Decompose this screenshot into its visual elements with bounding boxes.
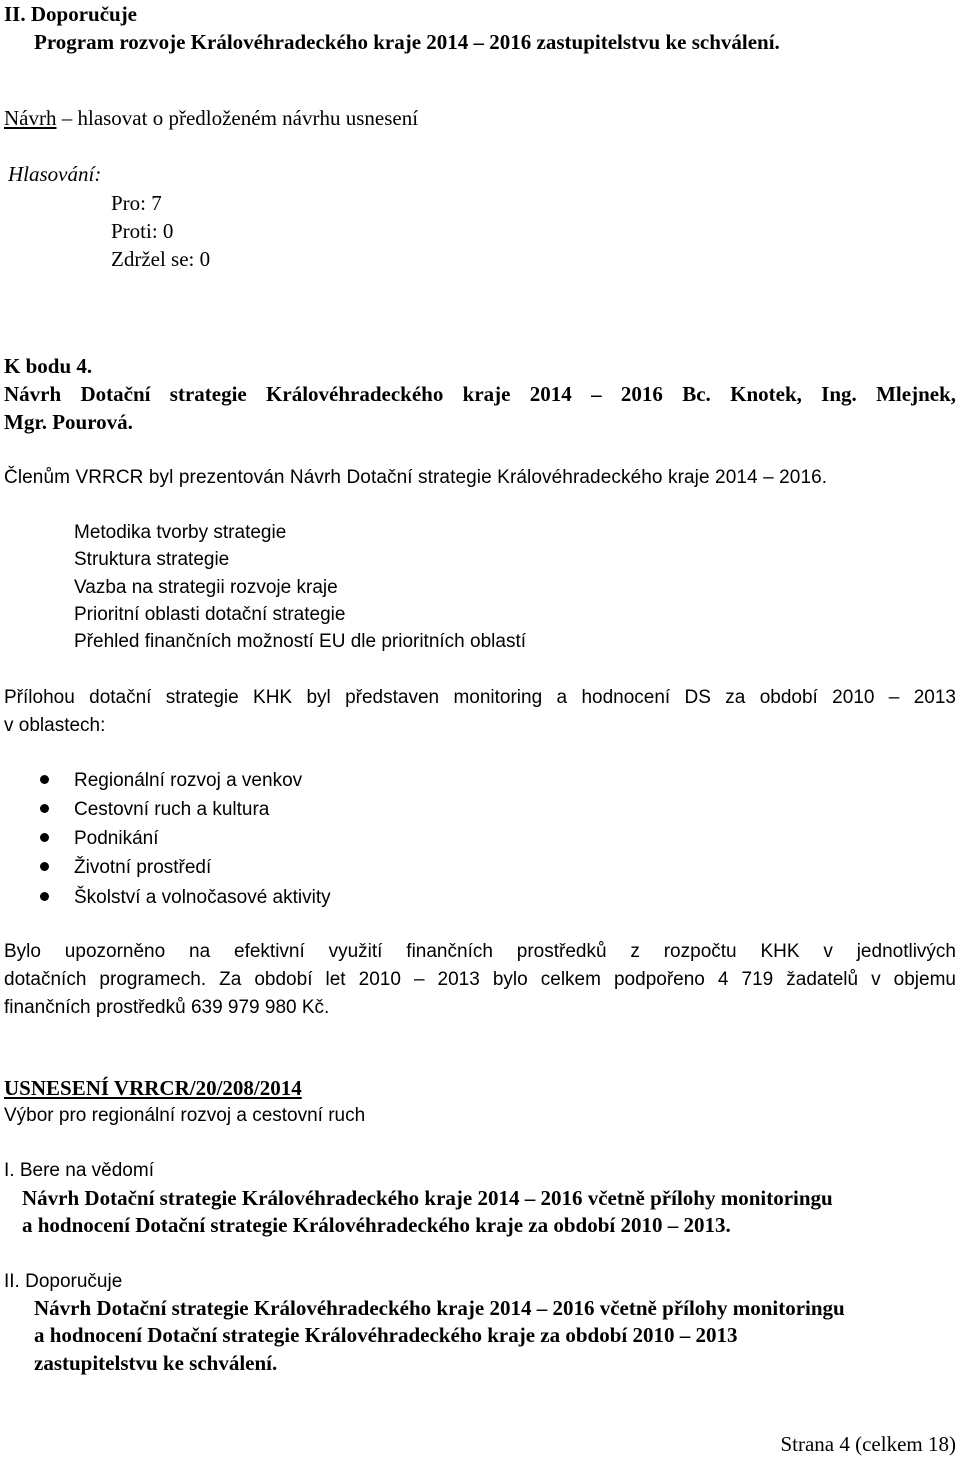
annex-line1: Přílohou dotační strategie KHK byl představen monitoring a hodnocení DS za období 2010 – 2013 xyxy=(4,687,956,708)
section-heading: II. Doporučuje xyxy=(4,2,138,26)
resolution-part2-line3: zastupitelstvu ke schválení. xyxy=(34,1351,278,1375)
bullet-icon xyxy=(40,892,49,901)
resolution-part2-line2: a hodnocení Dotační strategie Královéhradeckého kraje za období 2010 – 2013 xyxy=(34,1323,738,1347)
vote-zdrzel: Zdržel se: 0 xyxy=(111,247,211,271)
annex-line2: v oblastech: xyxy=(4,715,106,736)
item-title-line2: Mgr. Pourová. xyxy=(4,410,133,434)
resolution-part1-line2: a hodnocení Dotační strategie Královéhradeckého kraje za období 2010 – 2013. xyxy=(22,1213,731,1237)
bullet-icon xyxy=(40,775,49,784)
proposal-line xyxy=(4,104,418,133)
page-number: Strana 4 (celkem 18) xyxy=(780,1432,956,1456)
resolution-id: USNESENÍ VRRCR/20/208/2014 xyxy=(4,1076,302,1100)
vote-proti: Proti: 0 xyxy=(111,219,174,243)
list-item: Vazba na strategii rozvoje kraje xyxy=(74,577,338,598)
item-title-line1: Návrh Dotační strategie Královéhradeckého kraje 2014 – 2016 Bc. Knotek, Ing. Mlejnek, xyxy=(4,382,956,406)
note-line2: dotačních programech. Za období let 2010 – 2013 bylo celkem podpořeno 4 719 žadatelů v objemu xyxy=(4,969,956,990)
list-item: Přehled finančních možností EU dle prioritních oblastí xyxy=(74,631,527,652)
list-item: Metodika tvorby strategie xyxy=(74,522,287,543)
section-text: Program rozvoje Královéhradeckého kraje 2014 – 2016 zastupitelstvu ke schválení. xyxy=(34,30,780,54)
proposal-text: – hlasovat o předloženém návrhu usnesení xyxy=(56,106,419,130)
bullet-icon xyxy=(40,833,49,842)
list-item: Struktura strategie xyxy=(74,549,230,570)
item-intro: Členům VRRCR byl prezentován Návrh Dotační strategie Královéhradeckého kraje 2014 – 2016. xyxy=(4,467,828,488)
resolution-part2-line1: Návrh Dotační strategie Královéhradeckého kraje 2014 – 2016 včetně přílohy monitoringu xyxy=(34,1296,845,1320)
note-line1: Bylo upozorněno na efektivní využití finančních prostředků z rozpočtu KHK v jednotlivých xyxy=(4,941,956,962)
list-item: Podnikání xyxy=(74,828,159,849)
list-item: Prioritní oblasti dotační strategie xyxy=(74,604,346,625)
bullet-icon xyxy=(40,804,49,813)
resolution-committee: Výbor pro regionální rozvoj a cestovní ruch xyxy=(4,1105,366,1126)
list-item: Životní prostředí xyxy=(74,857,212,878)
vote-pro: Pro: 7 xyxy=(111,191,162,215)
list-item: Regionální rozvoj a venkov xyxy=(74,770,303,791)
note-line3: finančních prostředků 639 979 980 Kč. xyxy=(4,997,330,1018)
proposal-label: Návrh xyxy=(4,106,57,130)
list-item: Cestovní ruch a kultura xyxy=(74,799,270,820)
resolution-part1-line1: Návrh Dotační strategie Královéhradeckého kraje 2014 – 2016 včetně přílohy monitoringu xyxy=(22,1186,833,1210)
item-heading: K bodu 4. xyxy=(4,354,93,378)
resolution-part2-heading: II. Doporučuje xyxy=(4,1271,123,1292)
list-item: Školství a volnočasové aktivity xyxy=(74,887,331,908)
resolution-part1-heading: I. Bere na vědomí xyxy=(4,1160,154,1181)
bullet-icon xyxy=(40,862,49,871)
voting-label: Hlasování: xyxy=(8,162,102,186)
